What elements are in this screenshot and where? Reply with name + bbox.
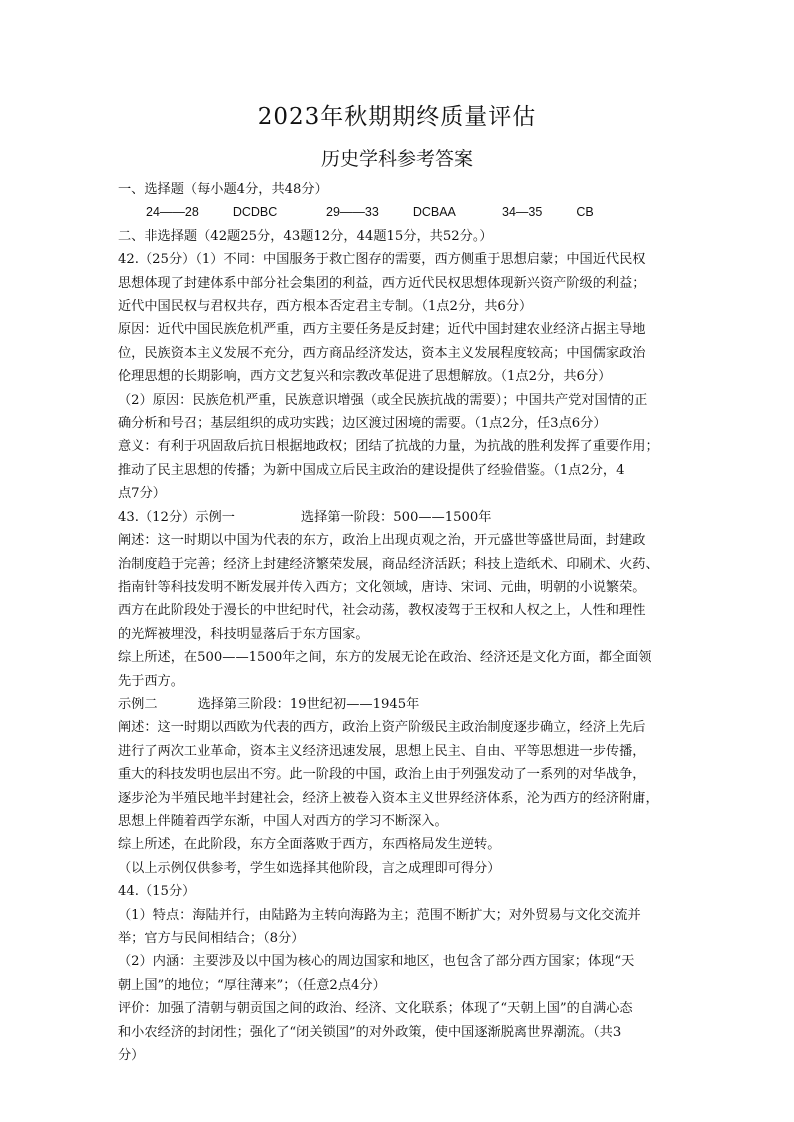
- text-line: 思想体现了封建体系中部分社会集团的利益，西方近代民权思想体现新兴资产阶级的利益；: [118, 275, 646, 291]
- text-line: 点7分）: [118, 486, 166, 502]
- section-heading-multiple-choice: 一、选择题（每小题4分，共48分）: [118, 182, 328, 197]
- text-line: 42.（25分）（1）不同：中国服务于救亡图存的需要，西方侧重于思想启蒙；中国近代民权: [118, 252, 646, 268]
- page-subtitle: 历史学科参考答案: [320, 148, 473, 170]
- text-line: 指南针等科技发明不断发展并传入西方；文化领域，唐诗、宋词、元曲，明朝的小说繁荣。: [118, 579, 646, 595]
- text-line: 逐步沦为半殖民地半封建社会，经济上被卷入资本主义世界经济体系，沦为西方的经济附庸，: [118, 790, 659, 806]
- answer-key: DCBAA: [412, 205, 456, 220]
- question-range: 24——28: [146, 205, 199, 220]
- answer-key: DCDBC: [232, 205, 278, 220]
- text-line: （2）内涵：主要涉及以中国为核心的周边国家和地区，也包含了部分西方国家；体现“天: [118, 954, 635, 970]
- text-line: 评价：加强了清朝与朝贡国之间的政治、经济、文化联系；体现了“天朝上国”的自满心态: [118, 1001, 633, 1017]
- stage-choice: 选择第三阶段：19世纪初——1945年: [197, 696, 420, 712]
- text-line: 进行了两次工业革命，资本主义经济迅速发展，思想上民主、自由、平等思想进一步传播，: [118, 743, 646, 759]
- text-line: 位，民族资本主义发展不充分，西方商品经济发达，资本主义发展程度较高；中国儒家政治: [118, 345, 646, 361]
- text-line: 的光辉被埋没，科技明显落后于东方国家。: [118, 626, 369, 642]
- question-43-heading: [118, 506, 690, 529]
- text-line: （2）原因：民族危机严重，民族意识增强（或全民族抗战的需要）；中国共产党对国情的正: [118, 392, 648, 408]
- text-line: 原因：近代中国民族危机严重，西方主要任务是反封建；近代中国封建农业经济占据主导地: [118, 322, 646, 338]
- text-line: 意义：有利于巩固敌后抗日根据地政权；团结了抗战的力量，为抗战的胜利发挥了重要作用；: [118, 439, 659, 455]
- text-line: （1）特点：海陆并行，由陆路为主转向海路为主；范围不断扩大；对外贸易与文化交流并: [118, 907, 641, 923]
- answer-group: [146, 201, 326, 224]
- text-line: 阐述：这一时期以西欧为代表的西方，政治上资产阶级民主政治制度逐步确立，经济上先后: [118, 720, 646, 736]
- text-line: 综上所述，在500——1500年之间，东方的发展无论在政治、经济还是文化方面，都全面领: [118, 650, 652, 666]
- text-line: 推动了民主思想的传播；为新中国成立后民主政治的建设提供了经验借鉴。（1点2分，4: [118, 462, 625, 478]
- answer-group: [326, 201, 502, 224]
- stage-choice: 选择第一阶段：500——1500年: [300, 509, 492, 525]
- text-line: 治制度趋于完善；经济上封建经济繁荣发展，商品经济活跃；科技上造纸术、印刷术、火药、: [118, 556, 659, 572]
- question-label: 43.（12分）示例一: [118, 509, 235, 525]
- example-2-heading: [118, 693, 690, 716]
- text-line: 重大的科技发明也层出不穷。此一阶段的中国，政治上由于列强发动了一系列的对华战争，: [118, 767, 646, 783]
- text-line: 思想上伴随着西学东渐，中国人对西方的学习不断深入。: [118, 813, 448, 829]
- text-line: 伦理思想的长期影响，西方文艺复兴和宗教改革促进了思想解放。（1点2分，共6分）: [118, 369, 612, 385]
- text-line: 分）: [118, 1048, 145, 1064]
- text-line: 和小农经济的封闭性；强化了“闭关锁国”的对外政策，使中国逐渐脱离世界潮流。（共3: [118, 1024, 622, 1040]
- text-line: 西方在此阶段处于漫长的中世纪时代，社会动荡，教权凌驾于王权和人权之上，人性和理性: [118, 603, 646, 619]
- text-line: 近代中国民权与君权共存，西方根本否定君主专制。（1点2分，共6分）: [118, 299, 533, 315]
- answer-body: [118, 178, 690, 1067]
- question-44-heading: 44.（15分）: [118, 884, 196, 900]
- example-label: 示例二: [118, 696, 158, 712]
- multiple-choice-answer-row: [118, 201, 690, 224]
- text-line: 综上所述，在此阶段，东方全面落败于西方，东西格局发生逆转。: [118, 837, 501, 853]
- answer-key: CB: [576, 205, 594, 220]
- page-title: 2023年秋期期终质量评估: [257, 104, 537, 130]
- section-heading-non-choice: 二、非选择题（42题25分，43题12分，44题15分，共52分。）: [118, 228, 493, 244]
- text-line: 确分析和号召；基层组织的成功实践；边区渡过困境的需要。（1点2分，任3点6分）: [118, 416, 607, 432]
- text-line: 朝上国”的地位；“厚往薄来”；（任意2点4分）: [118, 977, 386, 993]
- question-range: 29——33: [326, 205, 379, 220]
- text-line: （以上示例仅供参考，学生如选择其他阶段，言之成理即可得分）: [118, 860, 501, 876]
- text-line: 阐述：这一时期以中国为代表的东方，政治上出现贞观之治，开元盛世等盛世局面，封建政: [118, 533, 646, 549]
- text-line: 举；官方与民间相结合；（8分）: [118, 931, 305, 946]
- answer-group: [502, 201, 594, 224]
- text-line: 先于西方。: [118, 673, 184, 689]
- question-range: 34—35: [502, 205, 543, 220]
